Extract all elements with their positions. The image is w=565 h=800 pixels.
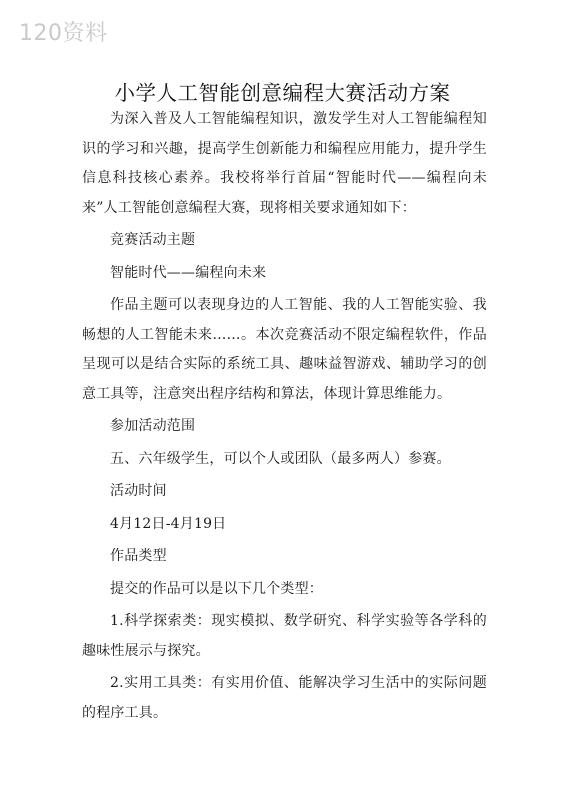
section-heading-theme: 竞赛活动主题	[110, 232, 196, 248]
theme-text: 智能时代——编程向未来	[110, 264, 267, 281]
document-body	[82, 105, 487, 728]
scope-text: 五、六年级学生，可以个人或团队（最多两人）参赛。	[110, 450, 451, 467]
type-intro-text: 提交的作品可以是以下几个类型：	[110, 580, 323, 597]
time-text: 4月12日-4月19日	[110, 515, 227, 532]
section-heading-scope: 参加活动范围	[110, 418, 196, 434]
section-heading-type: 作品类型	[110, 548, 167, 564]
document-title: 小学人工智能创意编程大赛活动方案	[114, 81, 451, 105]
intro-paragraph: 为深入普及人工智能编程知识，激发学生对人工智能编程知识的学习和兴趣，提高学生创新能力和编程应用能力，提升学生信息科技核心素养。我校将举行首届“智能时代——编程向未来”人工智能创意编程大赛，现将相关要求通知如下：	[82, 111, 487, 216]
watermark-logo: 120资料	[19, 21, 108, 46]
theme-description-paragraph: 作品主题可以表现身边的人工智能、我的人工智能实验、我畅想的人工智能未来……。本次竞赛活动不限定编程软件，作品呈现可以是结合实际的系统工具、趣味益智游戏、辅助学习的创意工具等，注意突出程序结构和算法，体现计算思维能力。	[82, 297, 487, 402]
section-heading-time: 活动时间	[110, 483, 167, 499]
type-item-2: 2.实用工具类：有实用价值、能解决学习生活中的实际问题的程序工具。	[82, 675, 487, 721]
type-item-1: 1.科学探索类：现实模拟、数学研究、科学实验等各学科的趣味性展示与探究。	[82, 613, 487, 659]
